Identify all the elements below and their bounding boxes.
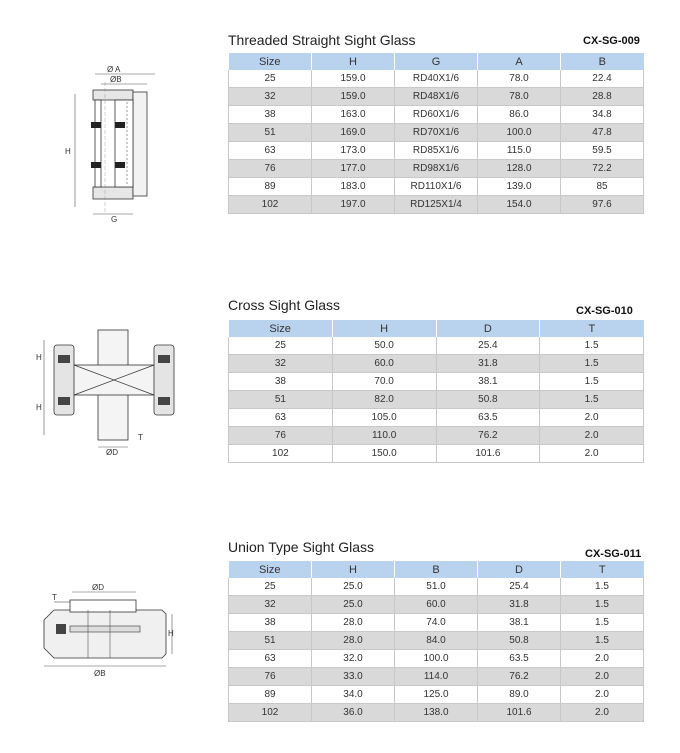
table-cell: 1.5 [540,391,644,409]
spec-table [228,561,644,722]
table-cell: 159.0 [312,88,395,106]
dim-label-a: Ø A [107,65,121,74]
table-cell: 82.0 [332,391,436,409]
table-row [229,596,644,614]
table-cell: 60.0 [332,355,436,373]
header-size: Size [229,53,312,70]
header-a: A [478,53,561,70]
table-cell: 38 [229,106,312,124]
table-cell: 101.6 [436,445,540,463]
table-row [229,650,644,668]
table-cell: 31.8 [436,355,540,373]
table-cell: RD70X1/6 [395,124,478,142]
table-cell: 159.0 [312,70,395,88]
table-cell: 25 [229,70,312,88]
table-cell: 74.0 [395,614,478,632]
table-cell: 110.0 [332,427,436,445]
table-cell: 114.0 [395,668,478,686]
table-cell: 38 [229,614,312,632]
table-cell: 2.0 [561,668,644,686]
product-code: CX-SG-011 [585,548,642,560]
table-cell: 31.8 [478,596,561,614]
table-cell: 183.0 [312,178,395,196]
table-cell: 78.0 [478,70,561,88]
table-cell: 89 [229,178,312,196]
table-cell: 76.2 [478,668,561,686]
table-cell: 76 [229,427,333,445]
table-cell: 50.0 [332,337,436,355]
table-cell: 169.0 [312,124,395,142]
table-cell: 38 [229,373,333,391]
dim-label-b: ØB [94,669,106,678]
table-cell: 2.0 [561,704,644,722]
header-t: T [561,561,644,578]
table-cell: 76 [229,668,312,686]
table-cell: 1.5 [561,596,644,614]
table-cell: 154.0 [478,196,561,214]
table-cell: 89.0 [478,686,561,704]
dim-label-h-top: H [36,353,42,362]
header-d: D [478,561,561,578]
dim-label-g: G [111,215,118,224]
dim-label-h: H [168,629,174,638]
table-cell: 102 [229,196,312,214]
table-cell: 32 [229,596,312,614]
table-cell: 163.0 [312,106,395,124]
table-row [229,632,644,650]
table-cell: 51 [229,632,312,650]
table-cell: 1.5 [540,355,644,373]
table-cell: 25.4 [478,578,561,596]
header-b: B [561,53,644,70]
table-cell: RD98X1/6 [395,160,478,178]
product-code: CX-SG-009 [583,35,640,47]
header-h: H [312,53,395,70]
table-cell: 32 [229,88,312,106]
header-size: Size [229,561,312,578]
table-cell: 25 [229,337,333,355]
header-h: H [312,561,395,578]
table-cell: RD40X1/6 [395,70,478,88]
table-cell: 2.0 [540,409,644,427]
header-size: Size [229,320,333,337]
table-cell: 76.2 [436,427,540,445]
table-cell: 34.8 [561,106,644,124]
table-cell: 138.0 [395,704,478,722]
table-cell: 36.0 [312,704,395,722]
table-cell: 177.0 [312,160,395,178]
table-cell: 78.0 [478,88,561,106]
table-cell: 28.0 [312,614,395,632]
table-cell: 28.0 [312,632,395,650]
table-cell: 2.0 [540,445,644,463]
table-cell: 2.0 [540,427,644,445]
table-row [229,614,644,632]
table-cell: 32.0 [312,650,395,668]
table-cell: 25 [229,578,312,596]
table-cell: 22.4 [561,70,644,88]
table-cell: 63 [229,650,312,668]
union-sight-glass-drawing [30,580,180,680]
table-cell: 85 [561,178,644,196]
dim-label-t: T [138,433,143,442]
header-g: G [395,53,478,70]
table-cell: 1.5 [540,373,644,391]
table-cell: 139.0 [478,178,561,196]
product-code: CX-SG-010 [576,305,633,317]
table-cell: 100.0 [395,650,478,668]
table-cell: 59.5 [561,142,644,160]
dim-label-b: ØB [110,75,122,84]
table-row [229,686,644,704]
table-cell: 150.0 [332,445,436,463]
table-cell: 115.0 [478,142,561,160]
table-cell: 63 [229,409,333,427]
table-cell: 173.0 [312,142,395,160]
table-cell: 89 [229,686,312,704]
table-cell: 32 [229,355,333,373]
table-cell: 76 [229,160,312,178]
table-cell: RD85X1/6 [395,142,478,160]
table-cell: 2.0 [561,686,644,704]
table-row [229,578,644,596]
table-cell: 34.0 [312,686,395,704]
table-cell: RD60X1/6 [395,106,478,124]
table-cell: 105.0 [332,409,436,427]
table-cell: 25.0 [312,578,395,596]
table-cell: 38.1 [436,373,540,391]
table-cell: 100.0 [478,124,561,142]
table-cell: 25.0 [312,596,395,614]
header-t: T [540,320,644,337]
table-cell: 28.8 [561,88,644,106]
dim-label-d: ØD [106,448,118,455]
dim-label-t: T [52,593,57,602]
table-cell: 102 [229,445,333,463]
dim-label-d: ØD [92,583,104,592]
table-cell: RD125X1/4 [395,196,478,214]
header-b: B [395,561,478,578]
table-cell: RD48X1/6 [395,88,478,106]
table-cell: 101.6 [478,704,561,722]
table-cell: 63.5 [436,409,540,427]
table-cell: 51 [229,124,312,142]
table-cell: 197.0 [312,196,395,214]
table-body [229,578,644,722]
section-title: Union Type Sight Glass [228,539,375,555]
table-cell: 70.0 [332,373,436,391]
table-cell: 63 [229,142,312,160]
table-cell: 72.2 [561,160,644,178]
table-cell: 25.4 [436,337,540,355]
table-cell: 2.0 [561,650,644,668]
header-h: H [332,320,436,337]
dim-label-h: H [65,147,71,156]
table-cell: 86.0 [478,106,561,124]
table-header-row [229,561,644,578]
table-cell: 50.8 [478,632,561,650]
dim-label-h-bottom: H [36,403,42,412]
table-row [229,704,644,722]
table-cell: 1.5 [561,614,644,632]
table-cell: 125.0 [395,686,478,704]
table-cell: 47.8 [561,124,644,142]
table-cell: 1.5 [540,337,644,355]
table-cell: 51.0 [395,578,478,596]
table-cell: 1.5 [561,578,644,596]
table-cell: 102 [229,704,312,722]
table-cell: RD110X1/6 [395,178,478,196]
table-cell: 97.6 [561,196,644,214]
table-cell: 84.0 [395,632,478,650]
table-cell: 51 [229,391,333,409]
table-cell: 60.0 [395,596,478,614]
table-cell: 63.5 [478,650,561,668]
table-cell: 1.5 [561,632,644,650]
header-d: D [436,320,540,337]
table-row [229,668,644,686]
table-cell: 38.1 [478,614,561,632]
section-title: Cross Sight Glass [228,297,341,313]
table-cell: 128.0 [478,160,561,178]
table-cell: 33.0 [312,668,395,686]
table-cell: 50.8 [436,391,540,409]
section-title: Threaded Straight Sight Glass [228,32,416,48]
